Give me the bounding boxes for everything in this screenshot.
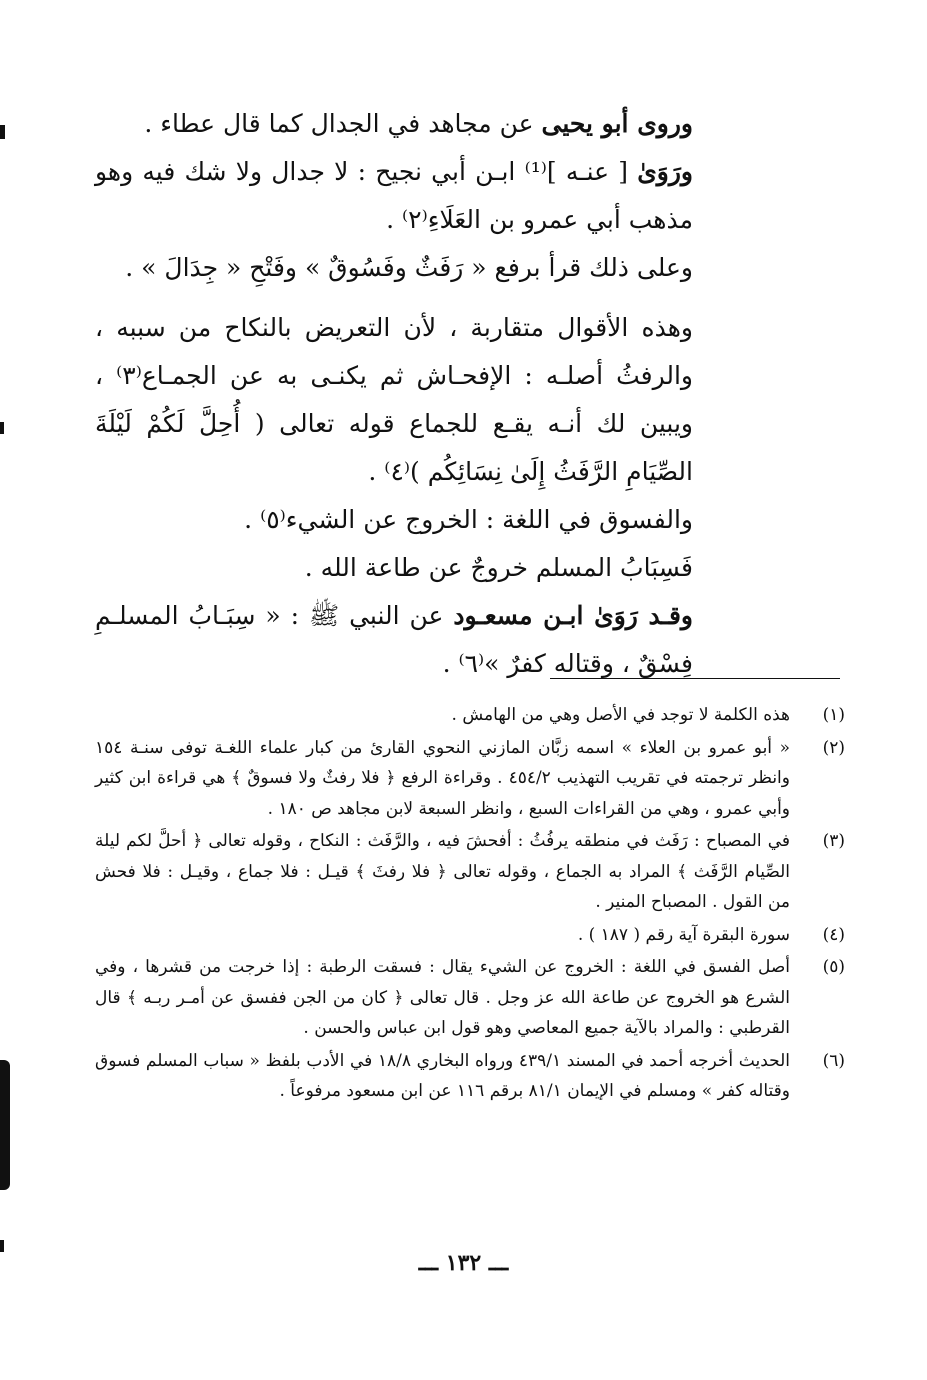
paragraph	[95, 592, 765, 688]
footnote-text: الحديث أخرجه أحمد في المسند ٤٣٩/١ ورواه البخاري ١٨/٨ في الأدب بلفظ « سباب المسلم فسوق وقتاله كفر » ومسلم في الإيمان ٨١/١ برقم ١١٦ عن ابن مسعود مرفوعاً .	[95, 1050, 790, 1101]
footnote	[95, 700, 845, 731]
footnote-text: هذه الكلمة لا توجد في الأصل وهي من الهامش .	[451, 705, 790, 725]
footnote-number: (٢)	[822, 737, 845, 758]
scan-edge-mark	[0, 422, 4, 434]
paragraph-text: عن النبي ﷺ : « سِبَـابُ المسلـمِ فِسْقٌ ، وقتاله كفرٌ »⁽٦⁾ .	[95, 601, 693, 678]
footnote-number: (٥)	[822, 957, 845, 977]
paragraph-text: عن مجاهد في الجدال كما قال عطاء .	[144, 109, 542, 138]
footnote-text: في المصباح : رَفَث في منطقه يرفُثُ : أفحشَ فيه ، والرَّفَث : النكاح ، وقوله تعالى ﴿ أحلَّ لكم ليلة الصِّيام الرَّفَث ﴾ المراد به الجماع ، وقوله تعالى ﴿ فلا رفثَ ﴾ قيـل : فلا جماع ، وقيـل : فلا فحش من القول . المصباح المنير .	[95, 831, 790, 912]
footnote-number: (١)	[822, 705, 845, 725]
narrator-name: وقـد رَوَىٰ ابـن مسعـود	[453, 601, 693, 630]
main-text	[95, 100, 765, 688]
footnote-text: أصل الفسق في اللغة : الخروج عن الشيء يقال : فسقت الرطبة : إذا خرجت من قشرها ، وفي الشرع هو الخروج عن طاعة الله عز وجل . قال تعالى ﴿ كان من الجن ففسق عن أمـر ربـه ﴾ قال القرطبي : والمراد بالآية جميع المعاصي وهو قول ابن عباس والحسن .	[95, 957, 790, 1038]
paragraph: وهذه الأقوال متقاربة ، لأن التعريض بالنكاح من سببه ، والرفثُ أصلـه : الإفحـاش ثم يكنـى به عن الجمـاع⁽٣⁾ ، ويبين لك أنـه يقـع للجماع قوله تعالى ( أُحِلَّ لَكُمْ لَيْلَةَ الصِّيَامِ الرَّفَثُ إِلَىٰ نِسَائِكُم )⁽٤⁾ .	[95, 313, 694, 486]
scan-edge-shadow	[0, 1060, 10, 1190]
footnote-text: سورة البقرة آية رقم ( ١٨٧ ) .	[577, 924, 790, 945]
paragraph-text: [ عنـه ]⁽¹⁾ ابـن أبي نجيح : لا جدال ولا شك فيه وهو مذهب أبي عمرو بن العَلَاءِ⁽٢⁾ .	[95, 157, 693, 234]
footnote-number: (٣)	[822, 831, 845, 851]
page-number: ـــ ١٣٢ ـــ	[418, 1250, 509, 1276]
narrator-name: ورَوَىٰ	[637, 157, 693, 186]
footnote	[95, 733, 845, 825]
footnotes	[95, 700, 845, 1109]
paragraph: وعلى ذلك قرأ برفع « رَفَثٌ وفَسُوقٌ » وفَتْحِ « جِدَالَ » .	[125, 253, 693, 282]
footnote	[95, 1046, 845, 1107]
footnote	[95, 920, 845, 951]
footnote-number: (٤)	[822, 924, 845, 945]
paragraph: والفسوق في اللغة : الخروج عن الشيء⁽٥⁾ .	[244, 505, 693, 534]
footnote	[95, 952, 845, 1044]
narrator-name: وروى أبو يحيى	[541, 109, 693, 138]
footnote	[95, 826, 845, 918]
footnote-number: (٦)	[822, 1050, 845, 1071]
footnote-text: « أبو عمرو بن العلاء » اسمه زبَّان المازني النحوي القارئ من كبار علماء اللغـة توفى سنـة ١٥٤ وانظر ترجمته في تقريب التهذيب ٤٥٤/٢ . وقراءة الرفع ﴿ فلا رفثٌ ولا فسوقٌ ﴾ هي قراءة ابن كثير وأبي عمرو ، وهي من القراءات السبع ، وانظر السبعة لابن مجاهد ص ١٨٠ .	[95, 737, 790, 819]
footnote-divider	[550, 678, 840, 679]
paragraph	[95, 100, 765, 148]
paragraph: فَسِبَابُ المسلم خروجٌ عن طاعة الله .	[304, 553, 693, 582]
scan-edge-mark	[0, 125, 5, 139]
paragraph	[95, 148, 765, 244]
